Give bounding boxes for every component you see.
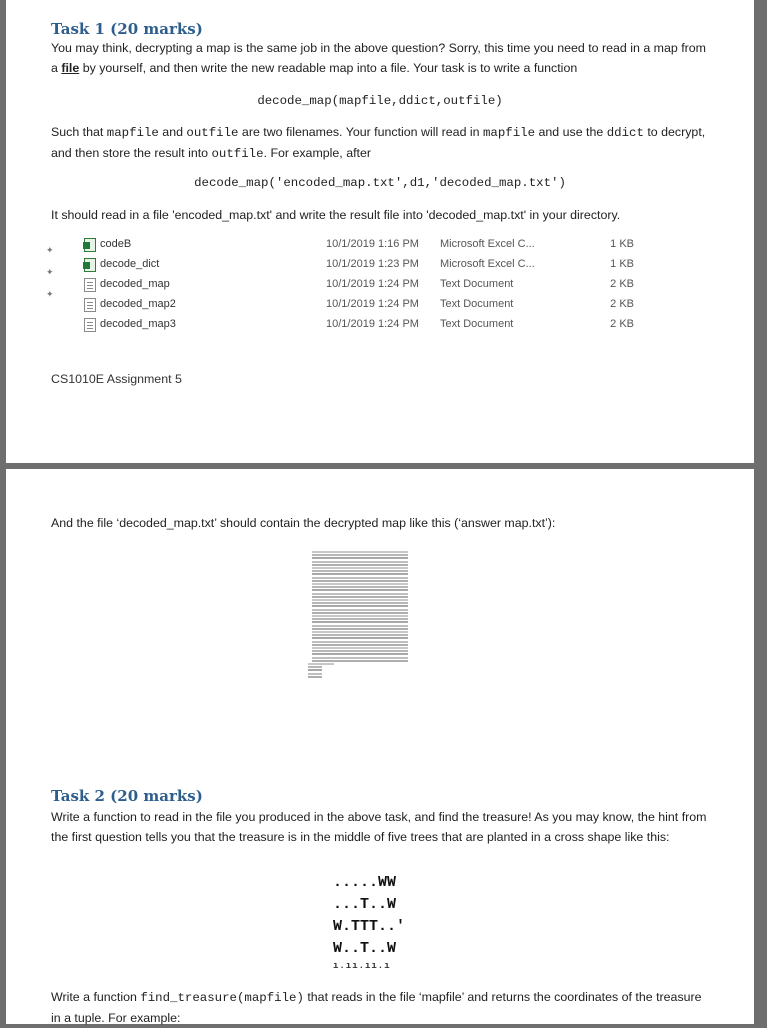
file-emphasis: file	[61, 61, 80, 75]
decoded-map-image	[308, 551, 412, 701]
cross-line-faint: ı.ıı.ıı.ı	[333, 961, 391, 971]
map-texture-row	[312, 593, 408, 595]
map-texture-row	[308, 663, 334, 665]
map-texture-row	[312, 625, 408, 627]
pin-icon[interactable]: ✦	[46, 267, 54, 277]
file-type: Microsoft Excel C...	[440, 258, 535, 270]
map-texture-row	[312, 551, 408, 553]
file-type: Microsoft Excel C...	[440, 238, 535, 250]
map-texture-row	[312, 615, 408, 617]
map-texture-row	[308, 673, 322, 675]
map-texture-row	[312, 580, 408, 582]
file-name: codeB	[100, 238, 132, 250]
file-size: 2 KB	[610, 278, 634, 290]
file-row-decode-dict[interactable]	[84, 256, 644, 276]
map-texture-row	[312, 647, 408, 649]
map-texture-row	[308, 676, 322, 678]
map-texture-row	[312, 583, 408, 585]
map-texture-row	[308, 666, 322, 668]
map-texture-row	[312, 557, 408, 559]
map-texture-row	[312, 577, 408, 579]
pin-icon[interactable]: ✦	[46, 289, 54, 299]
file-name: decode_dict	[100, 258, 160, 270]
map-texture-row	[312, 644, 408, 646]
file-size: 2 KB	[610, 318, 634, 330]
file-date: 10/1/2019 1:16 PM	[326, 238, 419, 250]
file-size: 1 KB	[610, 238, 634, 250]
cross-line: ...T..W	[333, 896, 397, 913]
map-texture-row	[312, 660, 408, 662]
file-date: 10/1/2019 1:23 PM	[326, 258, 419, 270]
map-texture-row	[312, 621, 408, 623]
file-row-decoded-map[interactable]	[84, 276, 644, 296]
cross-line: .....WW	[333, 874, 397, 891]
file-name: decoded_map	[100, 278, 170, 290]
map-texture-row	[308, 669, 322, 671]
map-texture-row	[312, 586, 408, 588]
task1-description-paragraph: Such that mapfile and outfile are two filenames. Your function will read in mapfile and use the ddict to decrypt, and then store the result into outfile. For example, after	[51, 125, 706, 161]
document-page-2	[6, 469, 754, 1024]
file-type: Text Document	[440, 298, 514, 310]
map-texture-row	[312, 618, 408, 620]
text-document-icon	[84, 278, 96, 292]
file-date: 10/1/2019 1:24 PM	[326, 298, 419, 310]
map-texture-row	[312, 650, 408, 652]
file-row-decoded-map3[interactable]	[84, 316, 644, 336]
task2-heading: Task 2 (20 marks)	[51, 787, 203, 805]
task1-result-paragraph: It should read in a file 'encoded_map.txt' and write the result file into 'decoded_map.txt' in your directory.	[51, 208, 621, 222]
pin-icon[interactable]: ✦	[46, 245, 54, 255]
map-texture-row	[312, 637, 408, 639]
map-texture-row	[312, 634, 408, 636]
map-texture-row	[312, 605, 408, 607]
map-texture-row	[312, 641, 408, 643]
page-footer: CS1010E Assignment 5	[51, 372, 182, 386]
task1-heading: Task 1 (20 marks)	[51, 20, 203, 38]
task1-intro-paragraph: You may think, decrypting a map is the same job in the above question? Sorry, this time you need to read in a map from a file by yourself, and then write the new readable map into a file. Your task is to write a function	[51, 41, 706, 75]
map-texture-row	[312, 573, 408, 575]
find-treasure-paragraph: Write a function find_treasure(mapfile) that reads in the file ‘mapfile’ and returns the coordinates of the treasure in a tuple. For example:	[51, 990, 702, 1025]
decode-map-signature: decode_map(mapfile,ddict,outfile)	[257, 94, 503, 108]
cross-line: W.TTT..'	[333, 918, 406, 935]
map-texture-row	[312, 628, 408, 630]
map-texture-row	[312, 561, 408, 563]
file-date: 10/1/2019 1:24 PM	[326, 278, 419, 290]
map-texture-row	[312, 653, 408, 655]
file-row-decoded-map2[interactable]	[84, 296, 644, 316]
map-texture-row	[312, 599, 408, 601]
map-texture-row	[312, 564, 408, 566]
file-date: 10/1/2019 1:24 PM	[326, 318, 419, 330]
decode-map-example-call: decode_map('encoded_map.txt',d1,'decoded_map.txt')	[194, 176, 566, 190]
file-name: decoded_map2	[100, 298, 176, 310]
map-texture-row	[312, 631, 408, 633]
file-name: decoded_map3	[100, 318, 176, 330]
file-row-codeB[interactable]	[84, 236, 644, 256]
map-texture-row	[312, 612, 408, 614]
map-texture-row	[312, 657, 408, 659]
excel-csv-icon	[84, 258, 96, 272]
tree-cross-example	[333, 872, 443, 972]
map-texture-row	[312, 567, 408, 569]
text-document-icon	[84, 298, 96, 312]
map-texture-row	[312, 596, 408, 598]
file-size: 1 KB	[610, 258, 634, 270]
file-explorer-listing	[46, 236, 646, 346]
map-texture-row	[312, 609, 408, 611]
map-texture-row	[312, 602, 408, 604]
task2-description: Write a function to read in the file you produced in the above task, and find the treasure! As you may know, the hint from the first question tells you that the treasure is in the middle of five trees that are planted in a cross shape like this:	[51, 810, 707, 844]
file-type: Text Document	[440, 278, 514, 290]
excel-csv-icon	[84, 238, 96, 252]
decoded-map-intro: And the file ‘decoded_map.txt’ should contain the decrypted map like this (‘answer map.txt’):	[51, 516, 556, 530]
text-document-icon	[84, 318, 96, 332]
file-type: Text Document	[440, 318, 514, 330]
document-page-1	[6, 0, 754, 463]
cross-line: W..T..W	[333, 940, 397, 957]
file-size: 2 KB	[610, 298, 634, 310]
map-texture-row	[312, 554, 408, 556]
map-texture-row	[312, 570, 408, 572]
map-texture-row	[312, 589, 408, 591]
